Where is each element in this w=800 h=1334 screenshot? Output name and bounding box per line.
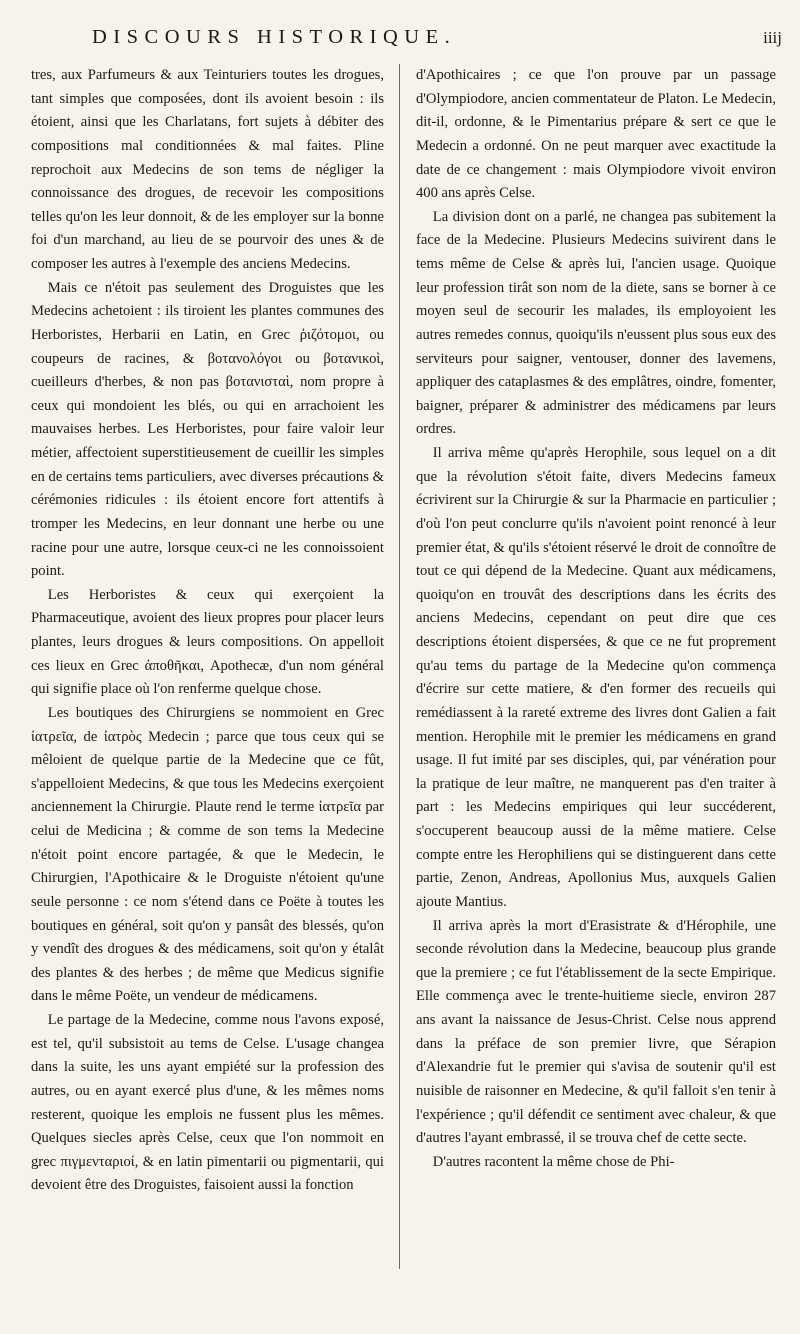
paragraph: Il arriva même qu'après Herophile, sous lequel on a dit que la révolution s'étoit faite, divers Medecins fameux écrivirent sur la Chirurgie & sur la Pharmacie en particulier ; d'où l'on peut conclurre qu'ils n'avoient point renoncé à leur premier état, & qu'ils s'étoient réservé le droit de connoître de tout ce qui dépend de la Medecine. Quant aux médicamens, quoiqu'on en trouvât des descriptions dans les écrits des anciens Medecins, cependant on peut dire que ces descriptions étoient dispersées, & que ce ne fut proprement qu'au tems du partage de la Medecine qu'on commença d'écrire sur cette matiere, & d'en former des recueils qui remédiassent à la rareté extreme des livres dont Galien a fait mention. Herophile mit le premier les médicamens en grand usage. Il fut imité par ses disciples, qui, par vénération pour la pratique de leur maître, ne manquerent pas d'en traiter à part : les Medecins empiriques qui leur succéderent, s'occuperent beaucoup aussi de la même matiere. Celse compte entre les Herophiliens qui se distinguerent dans cette partie, Zenon, Andreas, Apollonius Mus, auxquels Galien ajoute Mantius. xyxy=(416,445,776,910)
paragraph: Le partage de la Medecine, comme nous l'avons exposé, est tel, qu'il subsistoit au tems de Celse. L'usage changea dans la suite, les uns ayant empiété sur la profession des autres, ou en ayant exercé plus d'une, & les mêmes noms resterent, quoique les emplois ne fussent plus les mêmes. Quelques siecles après Celse, ceux que l'on nommoit en grec πιγμενταριοί, & en latin pimentarii ou pigmentarii, qui devoient être des Droguistes, faisoient aussi la fonction xyxy=(31,1012,384,1194)
paragraph: Les Herboristes & ceux qui exerçoient la Pharmaceutique, avoient des lieux propres pour placer leurs plantes, leurs drogues & leurs compositions. On appelloit ces lieux en Grec ἀποθῆκαι, Apothecæ, d'un nom général qui signifie place où l'on renferme quelque chose. xyxy=(31,586,384,698)
paragraph: D'autres racontent la même chose de Phi- xyxy=(432,1153,675,1170)
paragraph: Les boutiques des Chirurgiens se nommoient en Grec ἰατρεῖα, de ἰατρὸς Medecin ; parce que tous ceux qui se mêloient de quelque partie de la Medecine que ce fût, s'appelloient Medecins, & que tous les Medecins exerçoient anciennement la Chirurgie. Plaute rend le terme ἰατρεῖα par celui de Medicina ; & comme de son tems la Medecine n'étoit point encore partagée, & que le Medecin, le Chirurgien, l'Apothicaire & le Droguiste n'étoient qu'une seule personne : ce nom s'étend dans ce Poëte à toutes les boutiques en général, soit qu'on y pansât des blessés, qu'on y vendît des drogues & des médicamens, soit qu'on y étalât des plantes & des herbes ; de même que Medicus signifie dans le même Poëte, un vendeur de médicamens. xyxy=(31,704,384,1005)
column-divider xyxy=(399,64,400,1269)
paragraph: Mais ce n'étoit pas seulement des Droguistes que les Medecins achetoient : ils tiroient les plantes communes des Herboristes, Herbarii en Latin, en Grec ῥιζότομοι, ou coupeurs de racines, & βοτανολόγοι ou βοτανικοὶ, cueilleurs d'herbes, & non pas βοτανισταὶ, nom propre à ceux qui mondoient les blés, ou qui en arrachoient les mauvaises herbes. Les Herboristes, pour faire valoir leur métier, affectoient superstitieusement de cueillir les simples en de certains tems particuliers, avec diverses précautions & cérémonies ridicules : ils étoient encore fort attentifs à tromper les Medecins, en leur donnant une herbe ou une racine pour une autre, lorsque ceux-ci ne les connoissoient point. xyxy=(31,279,384,580)
paragraph: tres, aux Parfumeurs & aux Teinturiers toutes les drogues, tant simples que composées, dont ils avoient besoin : ils étoient, ainsi que les Charlatans, fort sujets à débiter des compositions mal conditionnées & mal faites. Pline reprochoit aux Medecins de son tems de négliger la connoissance des drogues, de recevoir les compositions telles qu'on les leur donnoit, & de les employer sur la bonne foi d'un marchand, au lieu de se pourvoir des unes & de composer les autres à l'exemple des anciens Medecins. xyxy=(31,67,384,272)
page-header xyxy=(92,26,782,52)
paragraph: d'Apothicaires ; ce que l'on prouve par un passage d'Olympiodore, ancien commentateur de Platon. Le Medecin, dit-il, ordonne, & le Pimentarius prépare & sert ce que le Medecin a ordonné. On ne peut marquer avec exactitude la date de ce changement : mais Olympiodore vivoit environ 400 ans après Celse. xyxy=(416,67,776,202)
running-head: DISCOURS HISTORIQUE. xyxy=(92,26,457,48)
page-number: iiij xyxy=(763,28,782,47)
paragraph: Il arriva après la mort d'Erasistrate & d'Hérophile, une seconde révolution dans la Medecine, beaucoup plus grande que la premiere ; ce fut l'établissement de la secte Empirique. Elle commença avec le trente-huitieme siecle, environ 287 ans avant la naissance de Jesus-Christ. Celse nous apprend dans la préface de son premier livre, que Sérapion d'Alexandrie fut le premier qui s'avisa de soutenir qu'il est nuisible de raisonner en Medecine, & qu'il falloit s'en tenir à l'expérience ; qu'il défendit ce sentiment avec chaleur, & que d'autres l'ayant embrassé, il se trouva chef de cette secte. xyxy=(416,917,776,1147)
left-column xyxy=(31,64,384,1198)
right-column xyxy=(416,64,776,1174)
paragraph: La division dont on a parlé, ne changea pas subitement la face de la Medecine. Plusieurs Medecins suivirent dans le tems même de Celse & après lui, l'ancien usage. Quoique leur profession tirât son nom de la diete, sans se borner à ce moyen seul de secourir les malades, ils employoient les autres remedes connus, quoiqu'ils n'eussent plus sous eux des serviteurs pour saigner, ventouser, donner des lavemens, appliquer des cataplasmes & des emplâtres, oindre, fomenter, baigner, préparer & administrer des médicamens par leurs ordres. xyxy=(416,208,776,438)
